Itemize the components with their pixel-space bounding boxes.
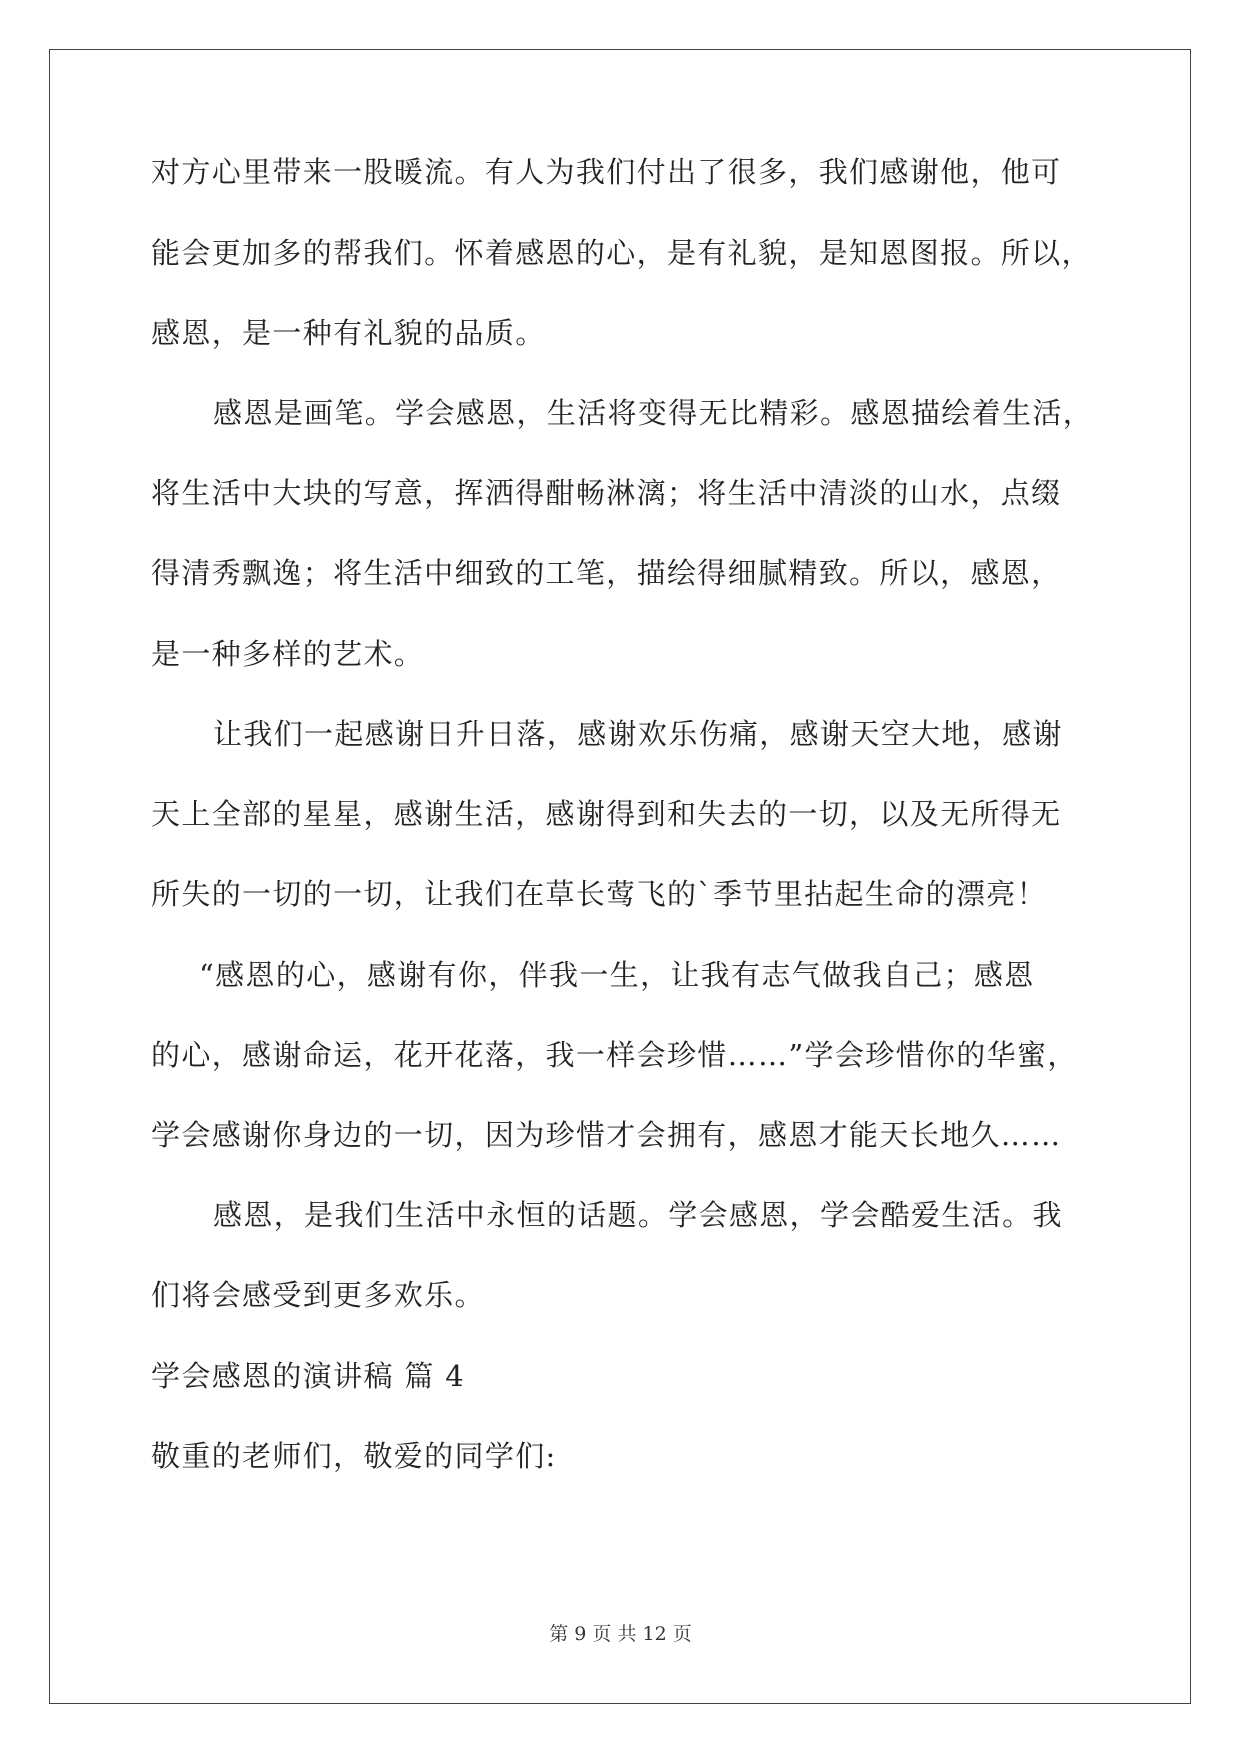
text-line: 感恩，是一种有礼貌的品质。: [151, 316, 546, 350]
text-line: 让我们一起感谢日升日落，感谢欢乐伤痛，感谢天空大地，感谢: [213, 717, 1063, 751]
text-line: 的心，感谢命运，花开花落，我一样会珍惜……”学会珍惜你的华蜜，: [151, 1038, 1078, 1072]
text-line: 们将会感受到更多欢乐。: [151, 1278, 485, 1312]
text-line: 能会更加多的帮我们。怀着感恩的心，是有礼貌，是知恩图报。所以，: [151, 236, 1092, 270]
page-footer: 第 9 页 共 12 页: [549, 1623, 692, 1645]
text-line: 天上全部的星星，感谢生活，感谢得到和失去的一切，以及无所得无: [151, 797, 1062, 831]
text-line: 感恩，是我们生活中永恒的话题。学会感恩，学会酷爱生活。我: [213, 1198, 1063, 1232]
text-line: “感恩的心，感谢有你，伴我一生，让我有志气做我自己；感恩: [199, 958, 1035, 992]
text-line: 学会感谢你身边的一切，因为珍惜才会拥有，感恩才能天长地久……: [151, 1118, 1062, 1152]
salutation-line: 敬重的老师们，敬爱的同学们:: [151, 1439, 557, 1473]
text-line: 是一种多样的艺术。: [151, 637, 425, 671]
text-line: 感恩是画笔。学会感恩，生活将变得无比精彩。感恩描绘着生活，: [213, 396, 1094, 430]
text-line: 对方心里带来一股暖流。有人为我们付出了很多，我们感谢他，他可: [151, 155, 1062, 189]
text-line: 将生活中大块的写意，挥洒得酣畅淋漓；将生活中清淡的山水，点缀: [151, 476, 1062, 510]
section-heading: 学会感恩的演讲稿 篇 4: [151, 1359, 466, 1393]
text-line: 所失的一切的一切，让我们在草长莺飞的`季节里拈起生命的漂亮！: [151, 877, 1048, 911]
text-line: 得清秀飘逸；将生活中细致的工笔，描绘得细腻精致。所以，感恩，: [151, 556, 1062, 590]
